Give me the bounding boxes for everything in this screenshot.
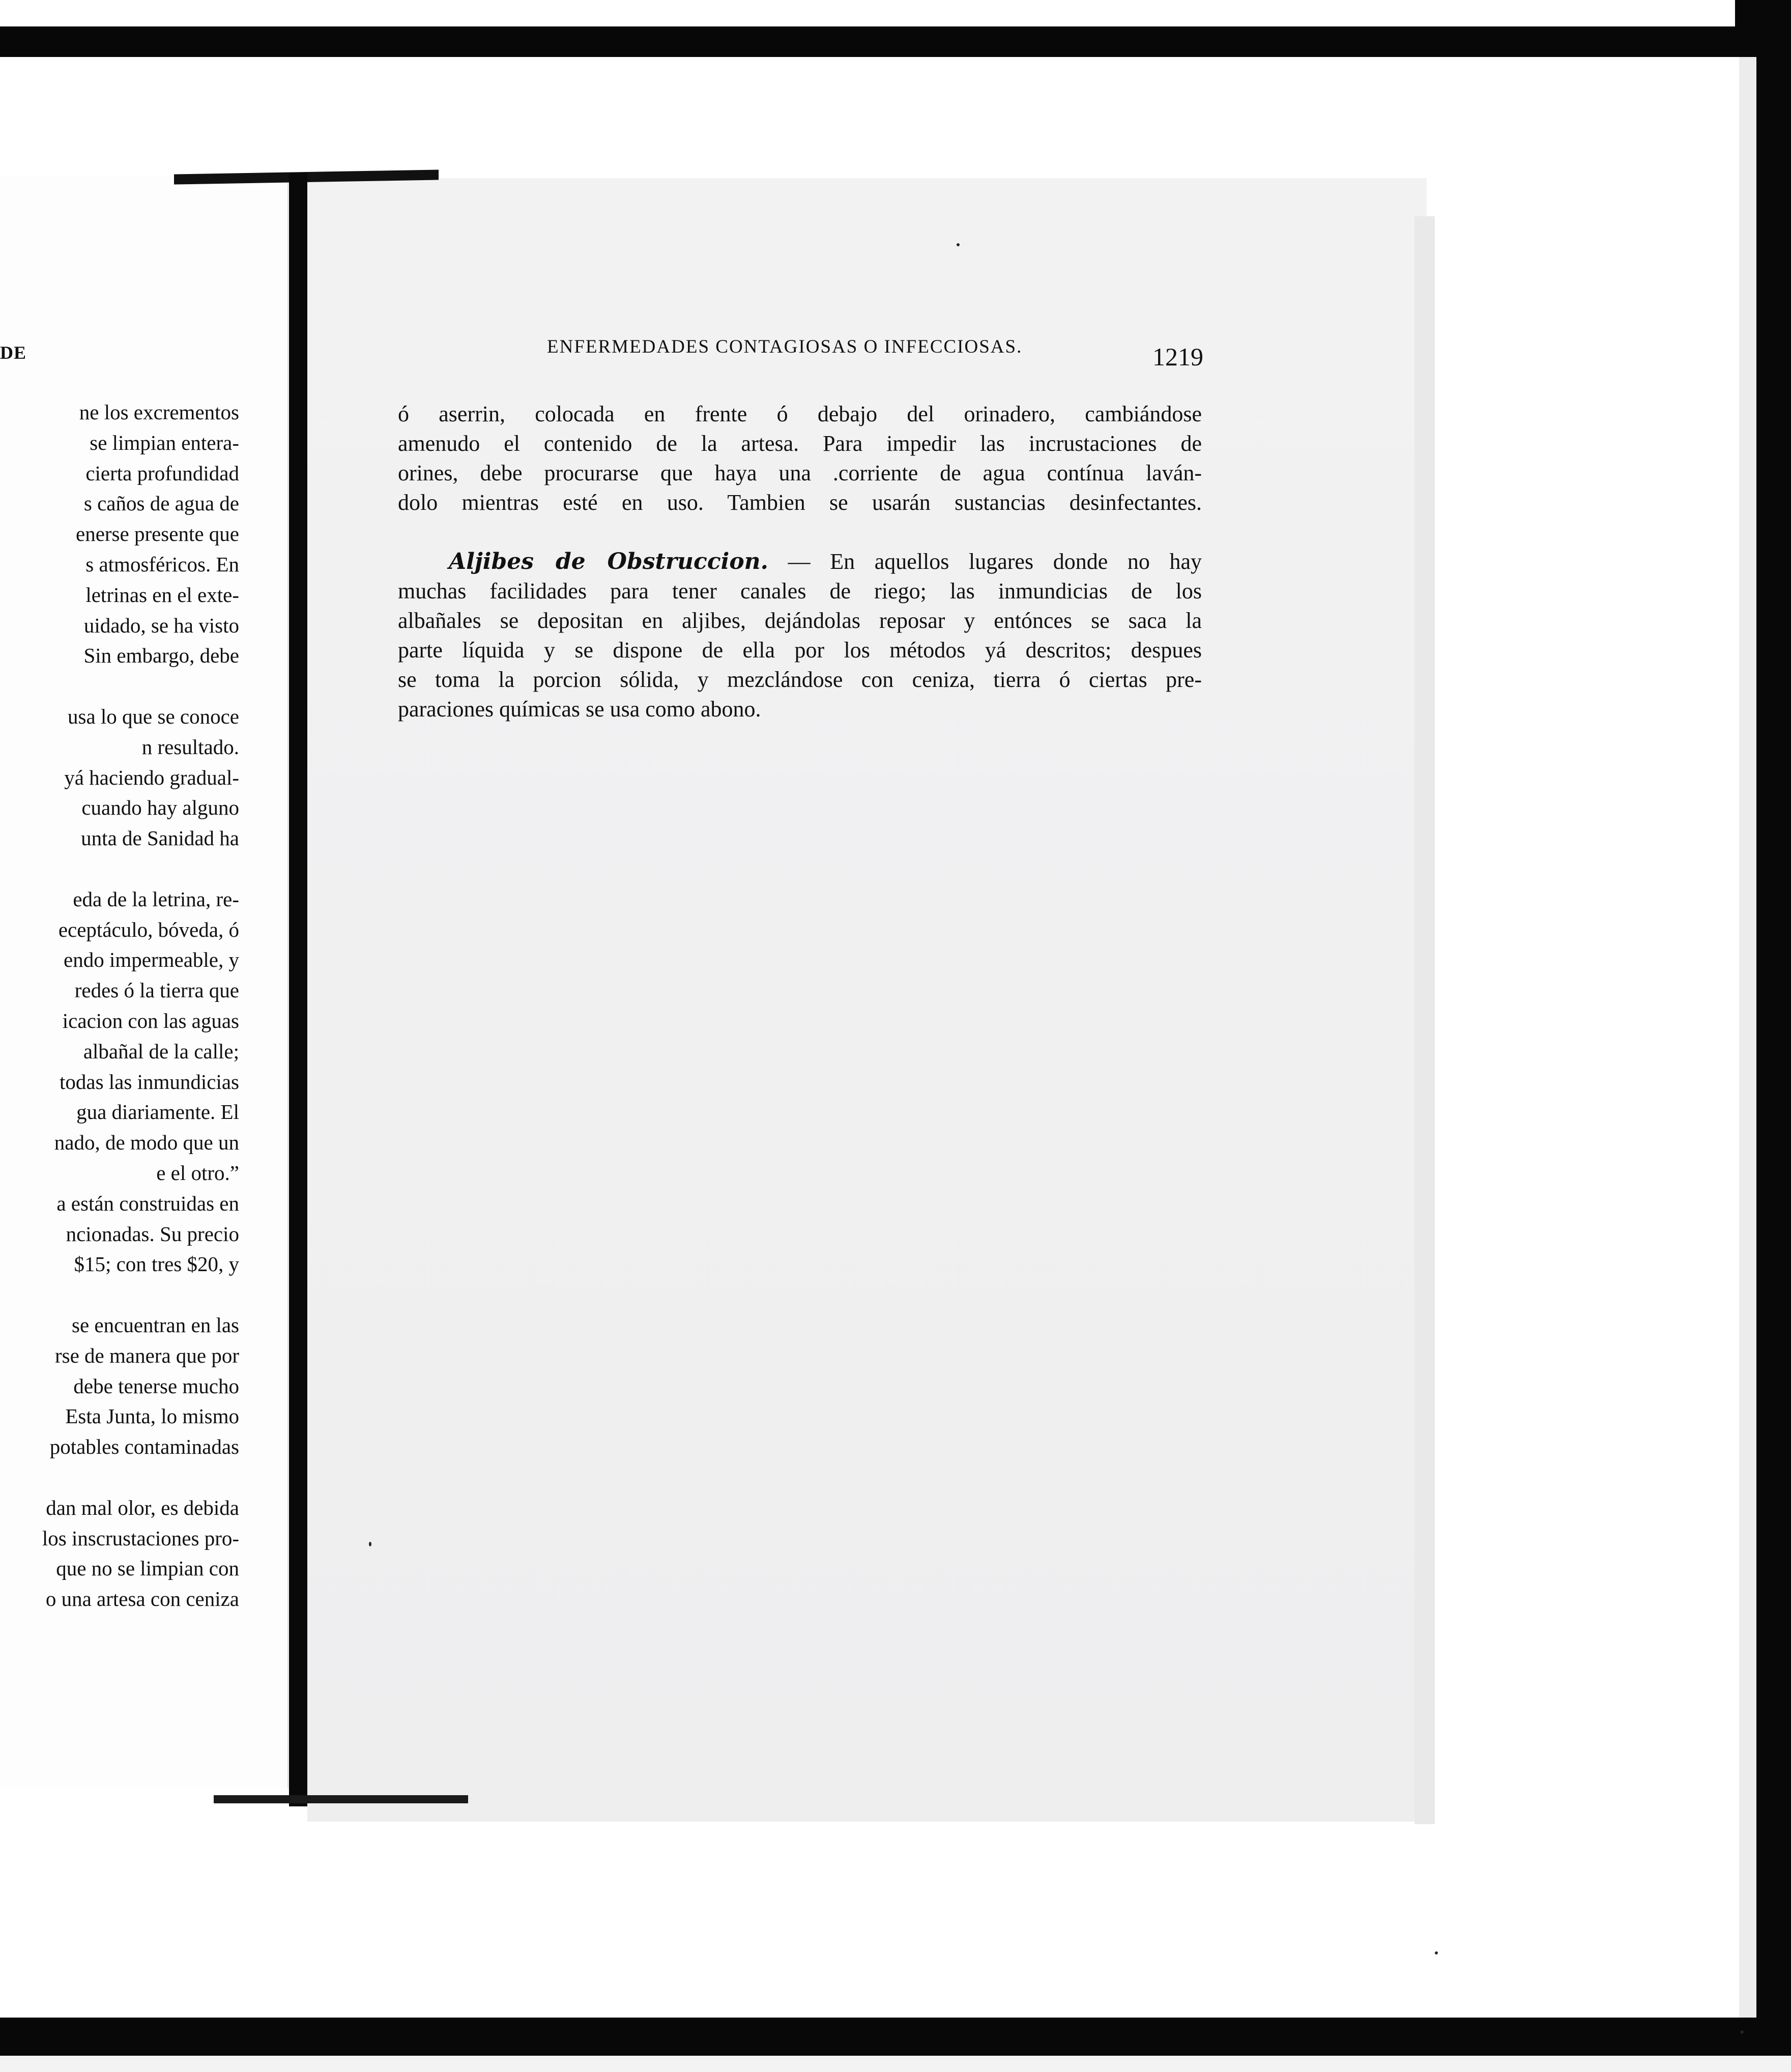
section-heading: Aljibes de Obstruccion. <box>449 549 768 574</box>
binding-spine <box>289 173 307 1806</box>
left-text-line: unta de Sanidad ha <box>81 826 239 850</box>
left-text-line: a están construidas en <box>56 1192 239 1215</box>
left-text-line: uidado, se ha visto <box>83 614 239 637</box>
left-text-line: endo impermeable, y <box>64 948 239 971</box>
left-text-line: ne los excrementos <box>79 400 239 424</box>
left-text-line: $15; con tres $20, y <box>74 1252 239 1276</box>
left-text-line: usa lo que se conoce <box>68 705 239 728</box>
left-text-line: n resultado. <box>141 735 239 759</box>
text-line: parte líquida y se dispone de ella por los métodos yá descritos; despues <box>398 638 1202 663</box>
text-line: albañales se depositan en aljibes, dejándolas reposar y entónces se saca la <box>398 608 1202 633</box>
left-text-line: gua diariamente. El <box>76 1100 239 1124</box>
scan-border-right <box>1754 57 1791 2021</box>
left-text-line: enerse presente que <box>76 522 239 545</box>
left-text-line: albañal de la calle; <box>83 1040 239 1063</box>
left-text-line: eceptáculo, bóveda, ó <box>58 918 239 941</box>
heading-continuation: — En aquellos lugares donde no hay <box>788 549 1202 574</box>
left-text-line: s atmosféricos. En <box>85 553 239 576</box>
left-text-line: icacion con las aguas <box>62 1009 239 1032</box>
scan-edge-right <box>1739 57 1756 2021</box>
scan-margin-bottom <box>0 2056 1791 2072</box>
left-text-line: cuando hay alguno <box>81 796 239 819</box>
left-text-line: los inscrustaciones pro- <box>42 1527 239 1550</box>
text-line: ó aserrin, colocada en frente ó debajo del orinadero, cambiándose <box>398 401 1202 426</box>
text-line: muchas facilidades para tener canales de riego; las inmundicias de los <box>398 579 1202 603</box>
left-text-line: s caños de agua de <box>83 492 239 515</box>
text-line: orines, debe procurarse que haya una .corriente de agua contínua laván- <box>398 461 1202 485</box>
left-text-line: debe tenerse mucho <box>73 1374 239 1398</box>
page-number: 1219 <box>1152 342 1203 371</box>
left-page-header: DE <box>0 342 27 363</box>
left-text-line: letrinas en el exte- <box>85 583 239 607</box>
left-text-line: todas las inmundicias <box>59 1070 239 1093</box>
text-line <box>449 547 1202 577</box>
scan-speck <box>957 243 960 246</box>
left-text-line: cierta profundidad <box>85 462 239 485</box>
text-line: se toma la porcion sólida, y mezclándose con ceniza, tierra ó ciertas pre- <box>398 667 1202 692</box>
scan-speck <box>369 1542 371 1546</box>
left-text-line: ncionadas. Su precio <box>66 1222 239 1246</box>
text-line: amenudo el contenido de la artesa. Para impedir las incrustaciones de <box>398 431 1202 456</box>
scan-margin-top <box>0 0 1735 26</box>
left-text-line: rse de manera que por <box>55 1344 239 1367</box>
text-line: paraciones químicas se usa como abono. <box>398 697 761 722</box>
left-text-line: se limpian entera- <box>90 431 239 454</box>
left-text-line: Esta Junta, lo mismo <box>65 1404 239 1428</box>
left-text-line: yá haciendo gradual- <box>64 766 239 789</box>
text-line: dolo mientras esté en uso. Tambien se usarán sustancias desinfectantes. <box>398 490 1202 515</box>
left-text-line: se encuentran en las <box>72 1313 239 1337</box>
right-page-edge <box>1414 216 1435 1824</box>
left-text-line: que no se limpian con <box>56 1557 239 1580</box>
running-header: ENFERMEDADES CONTAGIOSAS O INFECCIOSAS. <box>547 336 1023 357</box>
left-text-line: nado, de modo que un <box>54 1131 239 1154</box>
left-text-line: Sin embargo, debe <box>83 644 239 667</box>
left-text-line: dan mal olor, es debida <box>46 1496 239 1519</box>
binding-bottom-edge <box>214 1795 468 1803</box>
left-text-line: redes ó la tierra que <box>74 979 239 1002</box>
scan-speck <box>1740 2030 1744 2034</box>
left-text-line: e el otro.” <box>156 1161 239 1185</box>
scan-speck <box>1435 1951 1438 1954</box>
left-text-line: o una artesa con ceniza <box>45 1587 239 1610</box>
left-text-line: potables contaminadas <box>49 1435 239 1458</box>
left-text-line: eda de la letrina, re- <box>73 887 239 911</box>
